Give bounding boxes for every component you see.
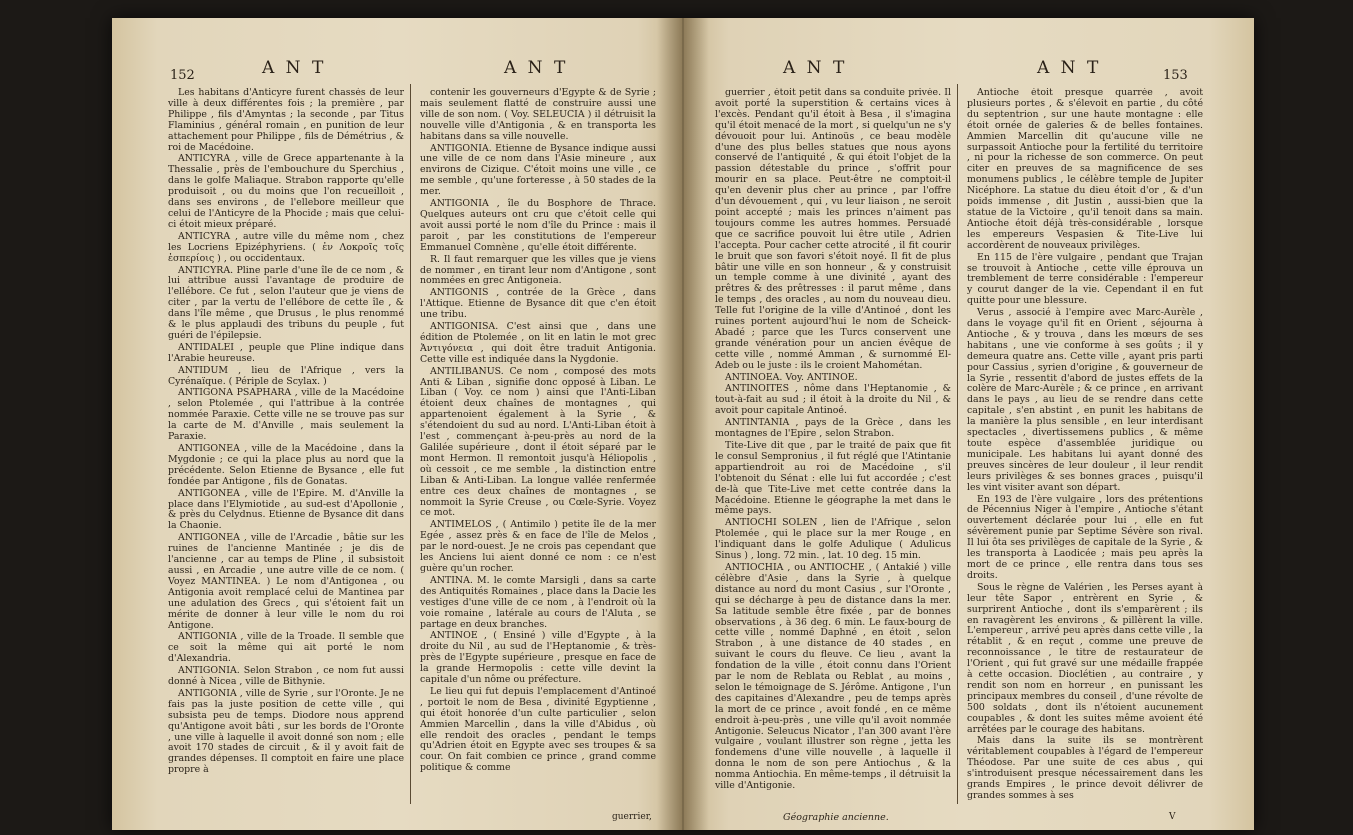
paragraph: contenir les gouverneurs d'Egypte & de Syrie ; mais seulement flatté de construire aussi une ville de son nom. ( Voy. SELEUCIA ) il détruisit la nouvelle ville d'Antigonia , & en transporta les habitans dans sa ville nouvelle. [420, 88, 656, 142]
column-rule [957, 84, 958, 804]
paragraph: ANTIGONIA. Etienne de Bysance indique aussi une ville de ce nom dans l'Asie mineure , aux environs de Cizique. C'étoit moins une ville , ce me semble , qu'une forteresse , à 50 stades de la mer. [420, 142, 656, 198]
paragraph: R. Il faut remarquer que les villes que je viens de nommer , en tirant leur nom d'Antigone , sont nommées en grec Antigoneia. [420, 253, 656, 287]
paragraph: ANTINA. M. le comte Marsigli , dans sa carte des Antiquités Romaines , place dans la Dacie les vestiges d'une ville de ce nom , à l'endroit où la voie romaine , latérale au cours de l'Aluta , se partage en deux branches. [420, 574, 656, 630]
paragraph: Sous le règne de Valérien , les Perses ayant à leur tête Sapor , entrèrent en Syrie , & surprirent Antioche , dont ils s'emparèrent ; ils en ravagèrent les environs , & pillèrent la ville. L'empereur , arrivé peu après dans cette ville , la rétablit , & en reçut , comme une preuve de reconnoissance , le titre de restaurateur de l'Orient , qui fut gravé sur une médaille frappée à cette occasion. Dioclétien , au contraire , y rendit son nom en horreur , en punissant les principaux membres du conseil , d'une révolte de 500 soldats , dont ils n'étoient aucunement coupables , & dont les suites même avoient été arrêtées par le courage des habitans. [967, 581, 1203, 735]
text-column-1 [715, 88, 951, 808]
paragraph: Le lieu qui fut depuis l'emplacement d'Antinoé , portoit le nom de Besa , divinité Egyptienne , qui étoit honorée d'un culte particulier , selon Ammien Marcellin , dans la ville d'Abidus , où elle rendoit des oracles , pendant le temps qu'Adrien étoit en Egypte avec ses troupes & sa cour. On fait combien ce prince , grand comme politique & comme [420, 685, 656, 774]
paragraph: ANTIGONIA , ville de la Troade. Il semble que ce soit la même qui ait porté le nom d'Alexandria. [168, 631, 404, 665]
paragraph: ANTIGONISA. C'est ainsi que , dans une édition de Ptolemée , on lit en latin le mot grec Ἀντιγόνεια , qui doit être traduit Antigonia. Cette ville est indiquée dans la Nygdonie. [420, 321, 656, 365]
paragraph: ANTICYRA , autre ville du même nom , chez les Locriens Epizéphyriens. ( ἐν Λοκροῖς τοῖς ἑσπερίοις ) , ou occidentaux. [168, 230, 404, 264]
paragraph: En 193 de l'ère vulgaire , lors des prétentions de Pécennius Niger à l'empire , Antioche s'étant ouvertement déclarée pour lui , elle en fut sévèrement punie par Septime Sévère son rival. Il lui ôta ses privilèges de capitale de la Syrie , & les transporta à Laodicée ; mais peu après la mort de ce prince , elle rentra dans tous ses droits. [967, 493, 1203, 581]
text-column-2 [967, 88, 1203, 808]
paragraph: ANTIGONIA. Selon Strabon , ce nom fut aussi donné à Nicea , ville de Bithynie. [168, 665, 404, 688]
paragraph: ANTIOCHI SOLEN , lien de l'Afrique , selon Ptolemée , qui le place sur la mer Rouge , en l'indiquant dans le golfe Adulique ( Adulicus Sinus ) , long. 72 min. , lat. 10 deg. 15 min. [715, 517, 951, 562]
paragraph: ANTIGONEA , ville de la Macédoine , dans la Mygdonie ; ce qui la place plus au nord que la précédente. Selon Etienne de Bysance , elle fut fondée par Antigone , fils de Gonatas. [168, 443, 404, 487]
paragraph: ANTIGONA PSAPHARA , ville de la Macédoine , selon Ptolemée , qui l'attribue à la contrée nommée Paraxie. Cette ville ne se trouve pas sur la carte de M. d'Anville , mais seulement la Paraxie. [168, 387, 404, 443]
page-number: 153 [1163, 68, 1188, 83]
catchword: V [1169, 812, 1176, 822]
signature-mark: Géographie ancienne. [783, 812, 889, 823]
paragraph: ANTICYRA. Pline parle d'une île de ce nom , & lui attribue aussi l'avantage de produire de l'ellébore. Ce fut , selon l'auteur que je viens de citer , par la vertu de l'ellébore de cette île , & dans l'île même , que Drusus , le plus renommé & le plus applaudi des tribuns du peuple , fut guéri de l'épilepsie. [168, 264, 404, 341]
paragraph: Verus , associé à l'empire avec Marc-Aurèle , dans le voyage qu'il fit en Orient , séjourna à Antioche , & y trouva , dans les mœurs de ses habitans , une vie conforme à ses goûts ; il y demeura quatre ans. Cette ville , ayant pris parti pour Cassius , syrien d'origine , & gouverneur de la Syrie , ressentit d'abord de justes effets de la colère de Marc-Aurèle ; & ce prince , en arrivant dans le pays , au lieu de se rendre dans cette capitale , s'en abstint , en punit les habitans de la manière la plus sensible , en leur interdisant spectacles , divertissemens publics , & même toute espèce d'assemblée juridique ou municipale. Les habitans lui ayant donné des preuves sincères de leur douleur , il leur rendit leurs privilèges & ses bonnes graces , puisqu'il les vint visiter avant son départ. [967, 307, 1203, 493]
text-column-2 [420, 88, 656, 808]
left-page [112, 18, 684, 830]
running-head-right: A N T [1037, 58, 1102, 78]
open-book [112, 18, 1254, 830]
paragraph: ANTIDUM , lieu de l'Afrique , vers la Cyrénaïque. ( Périple de Scylax. ) [168, 364, 404, 387]
paragraph: ANTINOITES , nôme dans l'Heptanomie , & tout-à-fait au sud ; il étoit à la droite du Nil , & avoit pour capitale Antinoé. [715, 383, 951, 417]
catchword: guerrier, [612, 812, 652, 822]
paragraph: Les habitans d'Anticyre furent chassés de leur ville à deux différentes fois ; la première , par Philippe , fils d'Amyntas ; la seconde , par Titus Flaminius , général romain , en punition de leur attachement pour Philippe , fils de Démétrius , & roi de Macédoine. [168, 88, 404, 153]
paragraph: ANTINTANIA , pays de la Grèce , dans les montagnes de l'Epire , selon Strabon. [715, 417, 951, 440]
running-head-right: A N T [504, 58, 569, 78]
paragraph: Tite-Live dit que , par le traité de paix que fit le consul Sempronius , il fut réglé que l'Atintanie appartiendroit au roi de Macédoine , s'il l'obtenoit du Sénat : elle lui fut accordée ; c'est de-là que Tite-Live met cette contrée dans la Macédoine. Etienne le géographe la met dans le même pays. [715, 440, 951, 517]
paragraph: ANTIGONIS , contrée de la Grèce , dans l'Attique. Etienne de Bysance dit que c'en étoit une tribu. [420, 287, 656, 321]
paragraph: ANTIOCHIA , ou ANTIOCHE , ( Antakié ) ville célèbre d'Asie , dans la Syrie , à quelque distance au nord du mont Casius , sur l'Oronte , qui se décharge à peu de distance dans la mer. Sa latitude semble être fixée , par de bonnes observations , à 36 deg. 6 min. Le faux-bourg de cette ville , nommé Daphné , en étoit , selon Strabon , à une distance de 40 stades , en suivant le cours du fleuve. Ce lieu , avant la fondation de la ville , étoit connu dans l'Orient par le nom de Reblata ou Reblat , au moins , selon le témoignage de S. Jérôme. Antigone , l'un des capitaines d'Alexandre , peu de temps après la mort de ce prince , avoit fondé , en ce même endroit à-peu-près , une ville qu'il avoit nommée Antigonie. Seleucus Nicator , l'an 300 avant l'ère vulgaire , voulant illustrer son règne , jetta les fondemens d'une ville nouvelle , à laquelle il donna le nom de son pere Antiochus , & la nomma Antiochia. En même-temps , il détruisit la ville d'Antigonie. [715, 561, 951, 792]
paragraph: ANTICYRA , ville de Grece appartenante à la Thessalie , près de l'embouchure du Sperchius , dans le golfe Maliaque. Strabon rapporte qu'elle produisoit , ou du moins que l'on recueilloit , dans ses environs , de l'ellebore meilleur que celui de l'Anticyre de la Phocide ; mais que celui-ci étoit mieux préparé. [168, 153, 404, 230]
paragraph: ANTINOEA. Voy. ANTINOE. [725, 371, 858, 383]
paragraph: Mais dans la suite ils se montrèrent véritablement coupables à l'égard de l'empereur Théodose. Par une suite de ces abus , qui s'introduisent presque nécessairement dans les grands Empires , le prince devoit délivrer de grandes sommes à ses [967, 735, 1203, 801]
page-number: 152 [170, 68, 195, 83]
paragraph: ANTIMELOS , ( Antimilo ) petite île de la mer Egée , assez près & en face de l'île de Melos , par le nord-ouest. Je ne crois pas cependant que les Anciens lui aient donné ce nom : ce n'est guère qu'un rocher. [420, 519, 656, 574]
paragraph: ANTIDALEI , peuple que Pline indique dans l'Arabie heureuse. [168, 341, 404, 364]
paragraph: ANTIGONEA , ville de l'Epire. M. d'Anville la place dans l'Elymiotide , au sud-est d'Apollonie , & près du Celydnus. Etienne de Bysance dit dans la Chaonie. [168, 487, 404, 532]
paragraph: ANTIGONIA , île du Bosphore de Thrace. Quelques auteurs ont cru que c'étoit celle qui avoit aussi porté le nom d'île du Prince : mais il paroit , par les constitutions de l'empereur Emmanuel Comnène , qu'elle étoit différente. [420, 198, 656, 253]
paragraph: guerrier , étoit petit dans sa conduite privée. Il avoit porté la superstition & certains vices à l'excès. Pendant qu'il étoit à Besa , il s'imagina qu'il étoit menacé de la mort , si quelqu'un ne s'y dévouoit pour lui. Antinoüs , ce beau modèle d'une des plus belles statues que nous ayons conservé de l'antiquité , & qui étoit l'objet de la passion détestable du prince , s'offrit pour mourir en sa place. Peut-être ne comptoit-il qu'en devenir plus cher au prince , par l'offre d'un dévouement , qui , vu leur liaison , ne seroit point accepté ; mais les princes n'aiment pas toujours comme les autres hommes. Persuadé que ce sacrifice pouvoit lui être utile , Adrien l'accepta. Pour cacher cette atrocité , il fit courir le bruit que son favori s'étoit noyé. Il fit de plus bâtir une ville en son honneur , & y construisit un temple comme à une divinité , ayant des prêtres & des prêtresses : il parut même , dans le temps , des oracles , au nom du nouveau dieu. Telle fut l'origine de la ville d'Antinoé , dont les ruines portent aujourd'hui le nom de Scheick-Abadé ; parce que les Turcs conservent une grande vénération pour un ancien évêque de cette ville , nommé Amman , & surnommé El-Adeb ou le juste : ils le croient Mahométan. [715, 88, 951, 371]
paragraph: ANTIGONIA , ville de Syrie , sur l'Oronte. Je ne fais pas la juste position de cette ville , qui subsista peu de temps. Diodore nous apprend qu'Antigone avoit bâti , sur les bords de l'Oronte , une ville à laquelle il avoit donné son nom ; elle avoit 170 stades de circuit , & il y avoit fait de grandes dépenses. Il comptoit en faire une place propre à [168, 687, 404, 776]
paragraph: ANTINOE , ( Ensiné ) ville d'Egypte , à la droite du Nil , au sud de l'Heptanomie , & très-près de l'Egypte supérieure , presque en face de la grande Hermopolis : cette ville devint la capitale d'un nôme ou préfecture. [420, 630, 656, 686]
paragraph: En 115 de l'ère vulgaire , pendant que Trajan se trouvoit à Antioche , cette ville éprouva un tremblement de terre considérable : l'empereur y courut danger de la vie. Cependant il en fut quitte pour une blessure. [967, 251, 1203, 307]
text-column-1 [168, 88, 404, 808]
paragraph: ANTIGONEA , ville de l'Arcadie , bâtie sur les ruines de l'ancienne Mantinée ; je dis de l'ancienne , car au temps de Pline , il subsistoit aussi , en Arcadie , une autre ville de ce nom. ( Voyez MANTINEA. ) Le nom d'Antigonea , ou Antigonia avoit remplacé celui de Mantinea par une adulation des Grecs , qui s'étoient fait un mérite de donner à leur ville le nom du roi Antigone. [168, 532, 404, 631]
paragraph: ANTILIBANUS. Ce nom , composé des mots Anti & Liban , signifie donc opposé à Liban. Le Liban ( Voy. ce nom ) ainsi que l'Anti-Liban étoient deux chaînes de montagnes , qui appartenoient également à la Syrie , & s'étendoient du sud au nord. L'Anti-Liban étoit à l'est , commençant à-peu-près au nord de la Galilée supérieure , dont il étoit séparé par le mont Hermon. Il remontoit jusqu'à Héliopolis , où cessoit , ce me semble , la distinction entre Liban & Anti-Liban. La longue vallée renfermée entre ces deux chaînes de montagnes , se nommoit la Syrie Creuse , ou Cœle-Syrie. Voyez ce mot. [420, 365, 656, 519]
running-head-left: A N T [783, 58, 848, 78]
right-page [683, 18, 1254, 830]
paragraph: Antioche étoit presque quarrée , avoit plusieurs portes , & s'élevoit en partie , du côté du septentrion , sur une haute montagne : elle étoit ornée de galeries & de belles fontaines. Ammien Marcellin dit qu'aucune ville ne surpassoit Antioche pour la fertilité du territoire , ni pour la richesse de son commerce. On peut citer en preuves de sa magnificence de ses monumens publics , le célèbre temple de Jupiter Nicéphore. La statue du dieu étoit d'or , & d'un poids immense , dit Justin , aussi-bien que la statue de la Victoire , qu'il tenoit dans sa main. Antioche étoit déjà très-considérable , lorsque les empereurs Vespasien & Tite-Live lui accordèrent de nouveaux privilèges. [967, 88, 1203, 251]
running-head-left: A N T [262, 58, 327, 78]
column-rule [410, 84, 411, 804]
